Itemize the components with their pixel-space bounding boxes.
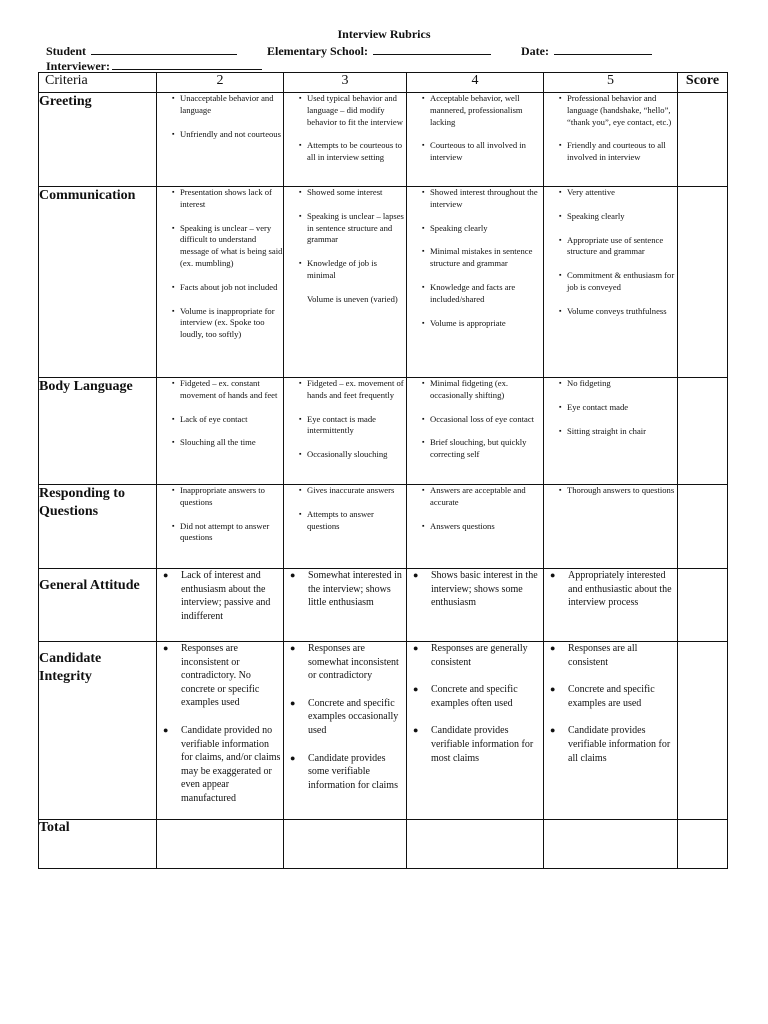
descriptor-text: Appropriately interested and enthusiastic about the interview process bbox=[568, 570, 672, 609]
rubric-cell-level-5 bbox=[544, 378, 678, 485]
score-cell[interactable] bbox=[678, 820, 728, 869]
bullet-icon: ▪ bbox=[172, 223, 175, 232]
rubric-cell-level-4 bbox=[407, 485, 544, 569]
descriptor-text: Brief slouching, but quickly correcting self bbox=[430, 437, 527, 460]
bullet-icon: ▪ bbox=[299, 486, 302, 494]
descriptor-item bbox=[407, 724, 543, 765]
bullet-icon: ▪ bbox=[172, 306, 175, 315]
bullet-icon: ▪ bbox=[299, 414, 302, 423]
score-cell[interactable] bbox=[678, 93, 728, 187]
bullet-icon: ● bbox=[163, 724, 169, 735]
descriptor-text: Candidate provided no verifiable information for claims, and/or claims may be exaggerated or even appear manufactured bbox=[181, 724, 281, 804]
descriptor-text: Knowledge and facts are included/shared bbox=[430, 281, 516, 304]
bullet-icon: ▪ bbox=[422, 247, 425, 256]
bullet-icon: ▪ bbox=[559, 426, 562, 435]
descriptor-list bbox=[284, 378, 406, 461]
rubric-cell-level-2 bbox=[157, 378, 284, 485]
rubric-cell-level-3 bbox=[284, 187, 407, 378]
bullet-icon: ● bbox=[290, 697, 296, 708]
rubric-cell-level-2 bbox=[157, 569, 284, 642]
date-blank[interactable] bbox=[554, 43, 652, 55]
descriptor-text: Gives inaccurate answers bbox=[307, 485, 395, 495]
bullet-icon: ▪ bbox=[299, 259, 302, 268]
header-level-3: 3 bbox=[284, 73, 407, 93]
bullet-icon: ▪ bbox=[172, 486, 175, 494]
descriptor-list bbox=[157, 93, 283, 140]
bullet-icon: ▪ bbox=[559, 94, 562, 102]
descriptor-list bbox=[284, 569, 406, 610]
bullet-icon: ▪ bbox=[559, 211, 562, 220]
descriptor-text: Shows basic interest in the interview; shows some enthusiasm bbox=[431, 570, 538, 609]
descriptor-text: Acceptable behavior, well mannered, professionalism lacking bbox=[430, 93, 523, 127]
descriptor-item bbox=[284, 414, 406, 438]
descriptor-item bbox=[284, 258, 406, 282]
rubric-cell-level-3 bbox=[284, 569, 407, 642]
rubric-row-greeting bbox=[39, 93, 728, 187]
descriptor-item bbox=[407, 223, 543, 235]
rubric-cell-level-4 bbox=[407, 642, 544, 820]
descriptor-text: No fidgeting bbox=[567, 378, 611, 388]
descriptor-item bbox=[407, 187, 543, 211]
bullet-icon: ▪ bbox=[422, 188, 425, 196]
rubric-cell-level-4 bbox=[407, 93, 544, 187]
descriptor-text: Showed some interest bbox=[307, 187, 383, 197]
bullet-icon: ▪ bbox=[559, 306, 562, 315]
bullet-icon: ● bbox=[290, 570, 296, 580]
bullet-icon: ▪ bbox=[422, 94, 425, 102]
descriptor-item bbox=[544, 306, 677, 318]
bullet-icon: ▪ bbox=[172, 188, 175, 196]
descriptor-item bbox=[407, 683, 543, 710]
descriptor-item bbox=[407, 93, 543, 128]
descriptor-item bbox=[544, 140, 677, 164]
bullet-icon: ▪ bbox=[299, 211, 302, 220]
rubric-cell-level-5 bbox=[544, 642, 678, 820]
descriptor-item bbox=[407, 318, 543, 330]
interviewer-label: Interviewer: bbox=[46, 59, 110, 73]
descriptor-item bbox=[544, 642, 677, 669]
bullet-icon: ● bbox=[550, 643, 556, 653]
descriptor-list bbox=[284, 642, 406, 792]
bullet-icon: ● bbox=[413, 684, 419, 695]
bullet-icon: ▪ bbox=[559, 486, 562, 494]
descriptor-item bbox=[407, 642, 543, 669]
rubric-cell-level-2 bbox=[157, 820, 284, 869]
header-level-5: 5 bbox=[544, 73, 678, 93]
descriptor-text: Speaking is unclear – very difficult to understand message of what is being said (ex. mumbling) bbox=[180, 222, 283, 268]
descriptor-list bbox=[407, 485, 543, 532]
rubric-cell-level-3 bbox=[284, 642, 407, 820]
bullet-icon: ● bbox=[550, 684, 556, 695]
descriptor-item bbox=[544, 235, 677, 259]
bullet-icon: ▪ bbox=[422, 223, 425, 232]
descriptor-text: Speaking is unclear – lapses in sentence structure and grammar bbox=[307, 210, 404, 245]
bullet-icon: ● bbox=[290, 643, 296, 653]
rubric-row-total bbox=[39, 820, 728, 869]
descriptor-item bbox=[284, 449, 406, 461]
descriptor-item bbox=[544, 187, 677, 199]
descriptor-item bbox=[544, 485, 677, 497]
score-cell[interactable] bbox=[678, 642, 728, 820]
bullet-icon: ▪ bbox=[422, 141, 425, 150]
descriptor-text: Unfriendly and not courteous bbox=[180, 128, 281, 139]
descriptor-text: Minimal mistakes in sentence structure and grammar bbox=[430, 246, 533, 269]
descriptor-text: Volume is appropriate bbox=[430, 317, 506, 328]
descriptor-item bbox=[544, 378, 677, 390]
score-cell[interactable] bbox=[678, 378, 728, 485]
bullet-icon: ▪ bbox=[559, 141, 562, 150]
school-label: Elementary School: bbox=[267, 44, 369, 58]
page-title: Interview Rubrics bbox=[337, 27, 431, 41]
bullet-icon: ● bbox=[290, 752, 296, 763]
rubric-cell-level-3 bbox=[284, 820, 407, 869]
descriptor-list bbox=[157, 569, 283, 623]
descriptor-list bbox=[544, 569, 677, 610]
descriptor-list bbox=[157, 485, 283, 544]
bullet-icon: ● bbox=[550, 725, 556, 736]
student-blank[interactable] bbox=[91, 43, 237, 55]
descriptor-text: Lack of eye contact bbox=[180, 413, 248, 424]
descriptor-item bbox=[284, 642, 406, 683]
date-field[interactable] bbox=[521, 44, 652, 58]
descriptor-list bbox=[407, 642, 543, 765]
descriptor-list bbox=[407, 378, 543, 461]
descriptor-text: Facts about job not included bbox=[180, 281, 278, 292]
bullet-icon: ▪ bbox=[559, 271, 562, 280]
descriptor-text: Volume conveys truthfulness bbox=[567, 305, 667, 316]
descriptor-list bbox=[157, 187, 283, 341]
descriptor-item bbox=[407, 569, 543, 610]
bullet-icon: ▪ bbox=[422, 282, 425, 291]
bullet-icon: ▪ bbox=[172, 521, 175, 530]
descriptor-item bbox=[284, 509, 406, 533]
rubric-cell-level-2 bbox=[157, 187, 284, 378]
descriptor-text: Concrete and specific examples often used bbox=[431, 684, 518, 709]
rubric-cell-level-4 bbox=[407, 378, 544, 485]
school-blank[interactable] bbox=[373, 43, 491, 55]
descriptor-item bbox=[157, 437, 283, 449]
descriptor-text: Lack of interest and enthusiasm about the interview; passive and indifferent bbox=[181, 570, 271, 622]
descriptor-item bbox=[284, 378, 406, 402]
descriptor-item bbox=[284, 93, 406, 128]
descriptor-list bbox=[284, 485, 406, 532]
descriptor-text: Fidgeted – ex. constant movement of hands and feet bbox=[180, 378, 278, 400]
descriptor-text: Inappropriate answers to questions bbox=[180, 485, 265, 507]
bullet-icon: ▪ bbox=[422, 438, 425, 447]
bullet-icon: ▪ bbox=[172, 282, 175, 291]
bullet-icon: ● bbox=[413, 643, 419, 653]
descriptor-text: Fidgeted – ex. movement of hands and feet frequently bbox=[307, 378, 404, 400]
score-cell[interactable] bbox=[678, 569, 728, 642]
descriptor-text: Responses are all consistent bbox=[568, 643, 638, 668]
bullet-icon: ▪ bbox=[172, 379, 175, 387]
descriptor-text: Responses are somewhat inconsistent or contradictory bbox=[308, 643, 399, 682]
criteria-name: Candidate Integrity bbox=[39, 642, 157, 820]
descriptor-text: Presentation shows lack of interest bbox=[180, 187, 272, 209]
bullet-icon: ● bbox=[413, 725, 419, 736]
descriptor-list bbox=[544, 642, 677, 765]
descriptor-text: Thorough answers to questions bbox=[567, 485, 675, 495]
descriptor-item bbox=[157, 306, 283, 341]
rubric-row-responding-to-questions bbox=[39, 485, 728, 569]
student-label: Student bbox=[46, 44, 87, 58]
descriptor-item bbox=[157, 485, 283, 509]
descriptor-text: Occasionally slouching bbox=[307, 449, 388, 460]
header-level-4: 4 bbox=[407, 73, 544, 93]
descriptor-item bbox=[157, 569, 283, 623]
bullet-icon: ▪ bbox=[422, 486, 425, 494]
descriptor-item bbox=[157, 378, 283, 402]
descriptor-item bbox=[157, 724, 283, 806]
descriptor-text: Volume is inappropriate for interview (ex. Spoke too loudly, too softly) bbox=[180, 305, 275, 340]
date-label: Date: bbox=[521, 44, 549, 58]
descriptor-item bbox=[407, 414, 543, 426]
descriptor-item bbox=[544, 270, 677, 294]
rubric-cell-level-5 bbox=[544, 187, 678, 378]
descriptor-text: Slouching all the time bbox=[180, 437, 256, 448]
descriptor-text: Candidate provides verifiable information for all claims bbox=[568, 725, 671, 764]
header-fields-line bbox=[46, 43, 652, 59]
descriptor-text: Answers are acceptable and accurate bbox=[430, 485, 526, 507]
bullet-icon: ▪ bbox=[559, 379, 562, 387]
descriptor-item bbox=[544, 569, 677, 610]
rubric-cell-level-3 bbox=[284, 378, 407, 485]
student-field[interactable] bbox=[46, 44, 237, 58]
descriptor-item bbox=[407, 140, 543, 164]
bullet-icon: ▪ bbox=[422, 521, 425, 530]
rubric-row-general-attitude bbox=[39, 569, 728, 642]
descriptor-text: Candidate provides verifiable information for most claims bbox=[431, 725, 534, 764]
criteria-name: Greeting bbox=[39, 93, 157, 187]
descriptor-item bbox=[284, 140, 406, 164]
descriptor-item bbox=[407, 485, 543, 509]
bullet-icon: ▪ bbox=[172, 94, 175, 102]
bullet-icon: ▪ bbox=[172, 438, 175, 447]
rubric-row-body-language bbox=[39, 378, 728, 485]
bullet-icon: ▪ bbox=[422, 414, 425, 423]
bullet-icon: ▪ bbox=[422, 318, 425, 327]
header-level-2: 2 bbox=[157, 73, 284, 93]
descriptor-text: Appropriate use of sentence structure and grammar bbox=[567, 234, 664, 257]
descriptor-text: Speaking clearly bbox=[430, 222, 488, 233]
descriptor-item bbox=[544, 402, 677, 414]
descriptor-text: Used typical behavior and language – did modify behavior to fit the interview bbox=[307, 93, 403, 127]
bullet-icon: ▪ bbox=[172, 129, 175, 138]
rubric-row-candidate-integrity bbox=[39, 642, 728, 820]
criteria-name: Responding to Questions bbox=[39, 485, 157, 569]
descriptor-text: Unacceptable behavior and language bbox=[180, 93, 274, 115]
descriptor-text: Eye contact made bbox=[567, 401, 629, 412]
descriptor-text: Professional behavior and language (handshake, “hello”, “thank you”, eye contact, etc.) bbox=[567, 93, 672, 127]
bullet-icon: ▪ bbox=[422, 379, 425, 387]
criteria-name: Total bbox=[39, 820, 157, 869]
descriptor-list bbox=[407, 569, 543, 610]
descriptor-item bbox=[284, 187, 406, 199]
descriptor-text: Candidate provides some verifiable information for claims bbox=[308, 752, 398, 791]
rubric-cell-level-5 bbox=[544, 569, 678, 642]
descriptor-item bbox=[407, 282, 543, 306]
bullet-icon: ▪ bbox=[559, 235, 562, 244]
criteria-name: General Attitude bbox=[39, 569, 157, 642]
header-score: Score bbox=[678, 73, 728, 93]
descriptor-text: Showed interest throughout the interview bbox=[430, 187, 538, 209]
descriptor-list bbox=[284, 187, 406, 306]
rubric-cell-level-2 bbox=[157, 93, 284, 187]
descriptor-item bbox=[284, 211, 406, 246]
criteria-name: Communication bbox=[39, 187, 157, 378]
descriptor-item bbox=[157, 187, 283, 211]
descriptor-item bbox=[157, 414, 283, 426]
header-row bbox=[39, 73, 728, 93]
descriptor-item bbox=[407, 246, 543, 270]
school-field[interactable] bbox=[267, 44, 491, 58]
descriptor-list bbox=[284, 93, 406, 164]
interviewer-blank[interactable] bbox=[112, 58, 262, 70]
bullet-icon: ▪ bbox=[299, 450, 302, 459]
descriptor-list bbox=[544, 378, 677, 437]
descriptor-text: Friendly and courteous to all involved in interview bbox=[567, 140, 666, 163]
score-cell[interactable] bbox=[678, 187, 728, 378]
descriptor-item bbox=[407, 378, 543, 402]
descriptor-list bbox=[407, 93, 543, 164]
descriptor-list bbox=[544, 187, 677, 318]
descriptor-text: Knowledge of job is minimal bbox=[307, 258, 377, 280]
descriptor-item bbox=[157, 521, 283, 545]
descriptor-item bbox=[284, 485, 406, 497]
header-criteria: Criteria bbox=[39, 73, 157, 93]
bullet-icon: ● bbox=[163, 570, 169, 580]
descriptor-list bbox=[157, 378, 283, 449]
bullet-icon: ▪ bbox=[299, 509, 302, 518]
descriptor-item bbox=[407, 521, 543, 533]
descriptor-text: Concrete and specific examples are used bbox=[568, 684, 655, 709]
descriptor-text: Attempts to answer questions bbox=[307, 508, 374, 531]
descriptor-item bbox=[157, 129, 283, 141]
rubric-cell-level-5 bbox=[544, 485, 678, 569]
score-cell[interactable] bbox=[678, 485, 728, 569]
rubric-cell-level-5 bbox=[544, 93, 678, 187]
bullet-icon: ● bbox=[413, 570, 419, 580]
descriptor-text: Speaking clearly bbox=[567, 210, 625, 221]
bullet-icon: ● bbox=[163, 643, 169, 653]
bullet-icon: ▪ bbox=[299, 141, 302, 150]
descriptor-text: Commitment & enthusiasm for job is conveyed bbox=[567, 270, 675, 292]
descriptor-text: Courteous to all involved in interview bbox=[430, 140, 526, 163]
descriptor-item bbox=[407, 437, 543, 461]
descriptor-item bbox=[284, 569, 406, 610]
descriptor-text: Occasional loss of eye contact bbox=[430, 413, 535, 424]
descriptor-item bbox=[544, 683, 677, 710]
rubric-cell-level-3 bbox=[284, 485, 407, 569]
descriptor-text: Very attentive bbox=[567, 187, 615, 197]
rubric-row-communication bbox=[39, 187, 728, 378]
descriptor-item bbox=[157, 93, 283, 117]
bullet-icon: ▪ bbox=[559, 402, 562, 411]
descriptor-text: Concrete and specific examples occasionally used bbox=[308, 697, 399, 736]
descriptor-text: Answers questions bbox=[430, 520, 495, 531]
descriptor-text: Responses are inconsistent or contradictory. No concrete or specific examples used bbox=[181, 643, 260, 709]
descriptor-list bbox=[407, 187, 543, 329]
descriptor-list bbox=[157, 642, 283, 806]
descriptor-text: Did not attempt to answer questions bbox=[180, 520, 270, 543]
bullet-icon: ▪ bbox=[172, 414, 175, 423]
descriptor-text: Sitting straight in chair bbox=[567, 425, 647, 436]
descriptor-text: Attempts to be courteous to all in interview setting bbox=[307, 140, 402, 163]
rubric-cell-level-3 bbox=[284, 93, 407, 187]
descriptor-item bbox=[544, 93, 677, 128]
descriptor-plain-text: Volume is uneven (varied) bbox=[307, 293, 398, 304]
bullet-icon: ▪ bbox=[299, 188, 302, 196]
rubric-cell-level-4 bbox=[407, 820, 544, 869]
rubric-cell-level-4 bbox=[407, 569, 544, 642]
bullet-icon: ▪ bbox=[559, 188, 562, 196]
descriptor-text: Minimal fidgeting (ex. occasionally shifting) bbox=[430, 378, 509, 400]
descriptor-item bbox=[284, 752, 406, 793]
criteria-name: Body Language bbox=[39, 378, 157, 485]
descriptor-item bbox=[544, 211, 677, 223]
descriptor-text: Eye contact is made intermittently bbox=[307, 413, 376, 436]
rubric-table bbox=[38, 72, 728, 869]
bullet-icon: ▪ bbox=[299, 94, 302, 102]
rubric-cell-level-4 bbox=[407, 187, 544, 378]
descriptor-text: Responses are generally consistent bbox=[431, 643, 528, 668]
rubric-cell-level-2 bbox=[157, 485, 284, 569]
descriptor-item bbox=[157, 282, 283, 294]
descriptor-item bbox=[284, 697, 406, 738]
descriptor-item bbox=[157, 642, 283, 710]
rubric-cell-level-5 bbox=[544, 820, 678, 869]
descriptor-list bbox=[544, 485, 677, 497]
descriptor-item bbox=[157, 223, 283, 270]
descriptor-item bbox=[544, 724, 677, 765]
bullet-icon: ● bbox=[550, 570, 556, 580]
descriptor-list bbox=[544, 93, 677, 164]
rubric-cell-level-2 bbox=[157, 642, 284, 820]
descriptor-item bbox=[544, 426, 677, 438]
descriptor-text: Somewhat interested in the interview; shows little enthusiasm bbox=[308, 570, 402, 609]
bullet-icon: ▪ bbox=[299, 379, 302, 387]
